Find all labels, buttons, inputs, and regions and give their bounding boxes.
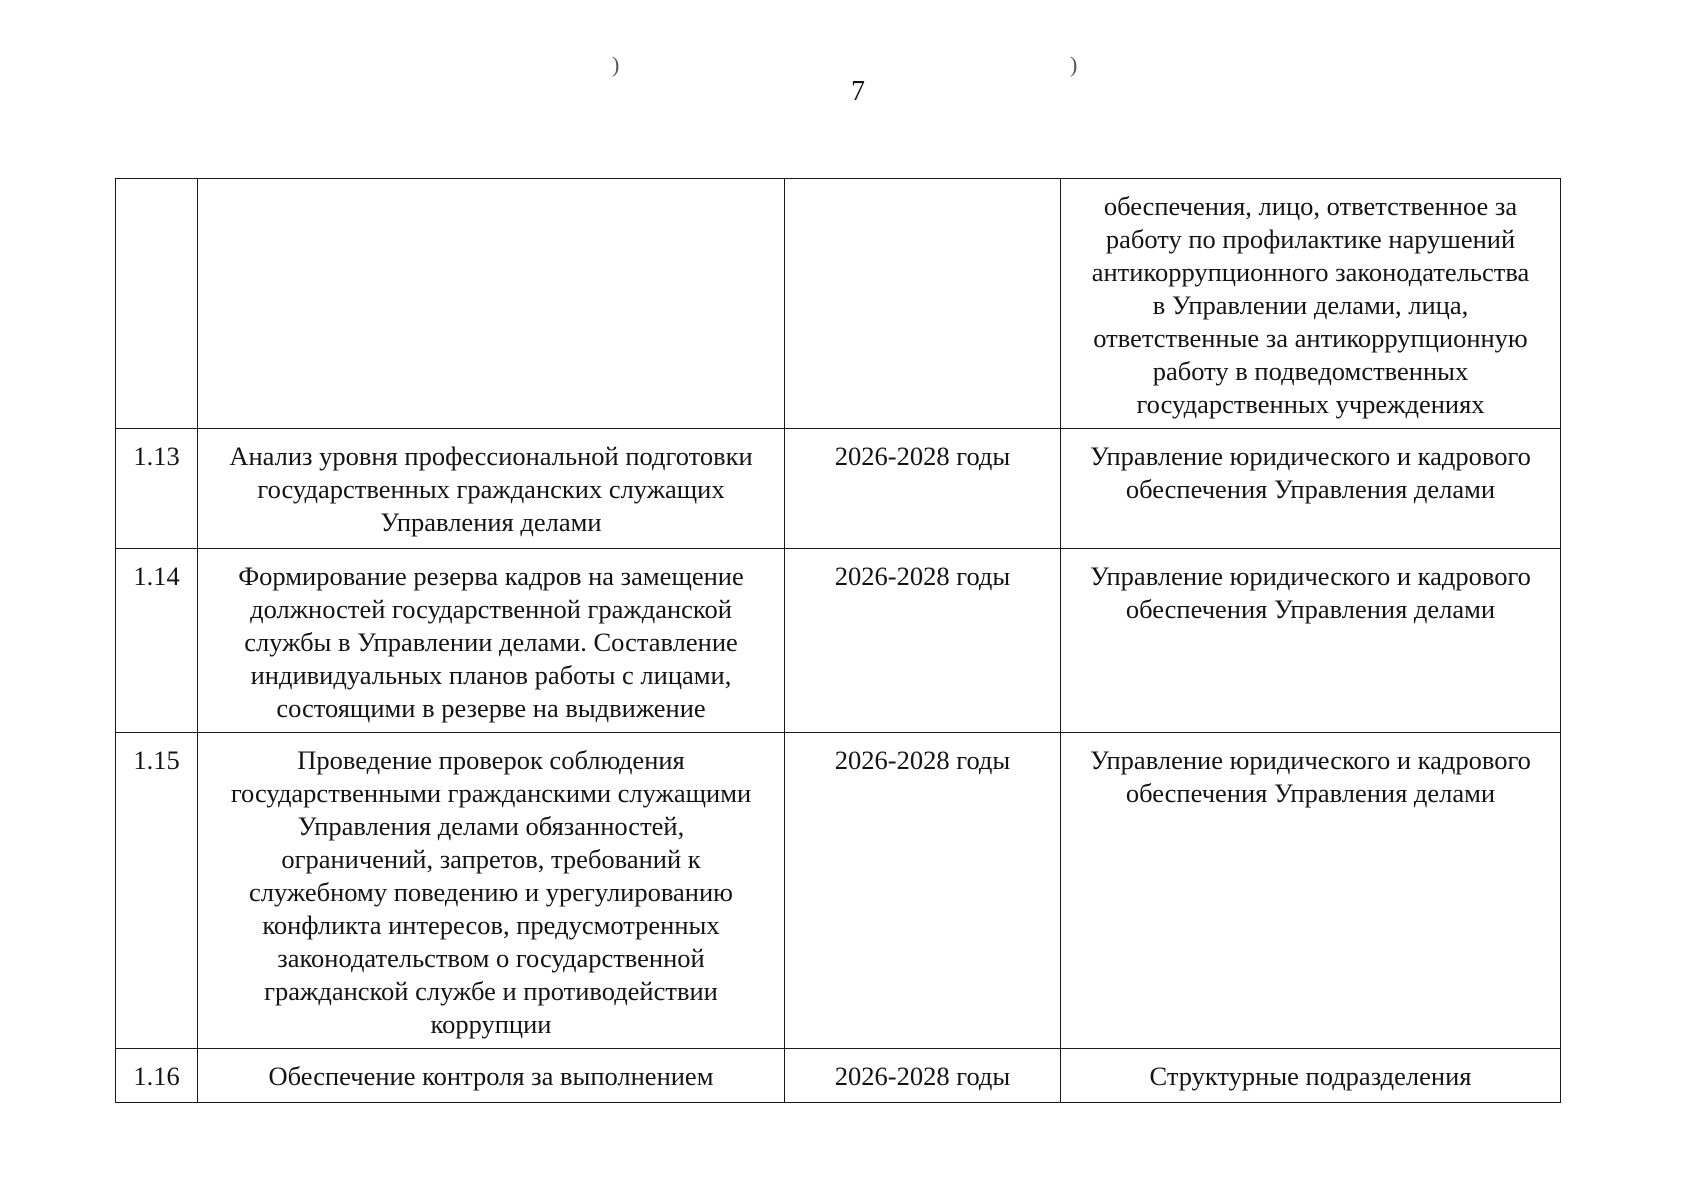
table-row-1-13 bbox=[116, 429, 1561, 549]
responsible-executor: Управление юридического и кадрового обеспечения Управления делами bbox=[1061, 733, 1561, 1049]
measure-term: 2026-2028 годы bbox=[785, 733, 1061, 1049]
measure-term: 2026-2028 годы bbox=[785, 549, 1061, 733]
responsible-executor: Управление юридического и кадрового обеспечения Управления делами bbox=[1061, 549, 1561, 733]
scan-artifact-right: ) bbox=[1070, 52, 1078, 77]
page-number: 7 bbox=[851, 76, 865, 107]
table-row-1-15 bbox=[116, 733, 1561, 1049]
row-number: 1.14 bbox=[116, 549, 198, 733]
table-row-1-14 bbox=[116, 549, 1561, 733]
measure-description: Обеспечение контроля за выполнением bbox=[198, 1049, 785, 1103]
measures-table bbox=[115, 178, 1561, 1103]
responsible-executor: Структурные подразделения bbox=[1061, 1049, 1561, 1103]
measure-description: Проведение проверок соблюдения государственными гражданскими служащими Управления делами обязанностей, ограничений, запретов, требований к служебному поведению и урегулированию конфликта интересов, предусмотренных законодательством о государственной гражданской службе и противодействии коррупции bbox=[198, 733, 785, 1049]
row-number bbox=[116, 179, 198, 429]
measure-term: 2026-2028 годы bbox=[785, 429, 1061, 549]
measure-description: Анализ уровня профессиональной подготовки государственных гражданских служащих Управления делами bbox=[198, 429, 785, 549]
measure-term: 2026-2028 годы bbox=[785, 1049, 1061, 1103]
measure-description bbox=[198, 179, 785, 429]
measure-description: Формирование резерва кадров на замещение должностей государственной гражданской службы в Управлении делами. Составление индивидуальных планов работы с лицами, состоящими в резерве на выдвижение bbox=[198, 549, 785, 733]
scan-artifact-left: ) bbox=[612, 52, 620, 77]
row-number: 1.13 bbox=[116, 429, 198, 549]
table-row-1-16 bbox=[116, 1049, 1561, 1103]
row-number: 1.15 bbox=[116, 733, 198, 1049]
row-number: 1.16 bbox=[116, 1049, 198, 1103]
table-row-continuation bbox=[116, 179, 1561, 429]
responsible-executor: обеспечения, лицо, ответственное за работу по профилактике нарушений антикоррупционного законодательства в Управлении делами, лица, ответственные за антикоррупционную работу в подведомственных государственных учреждениях bbox=[1061, 179, 1561, 429]
measure-term bbox=[785, 179, 1061, 429]
responsible-executor: Управление юридического и кадрового обеспечения Управления делами bbox=[1061, 429, 1561, 549]
